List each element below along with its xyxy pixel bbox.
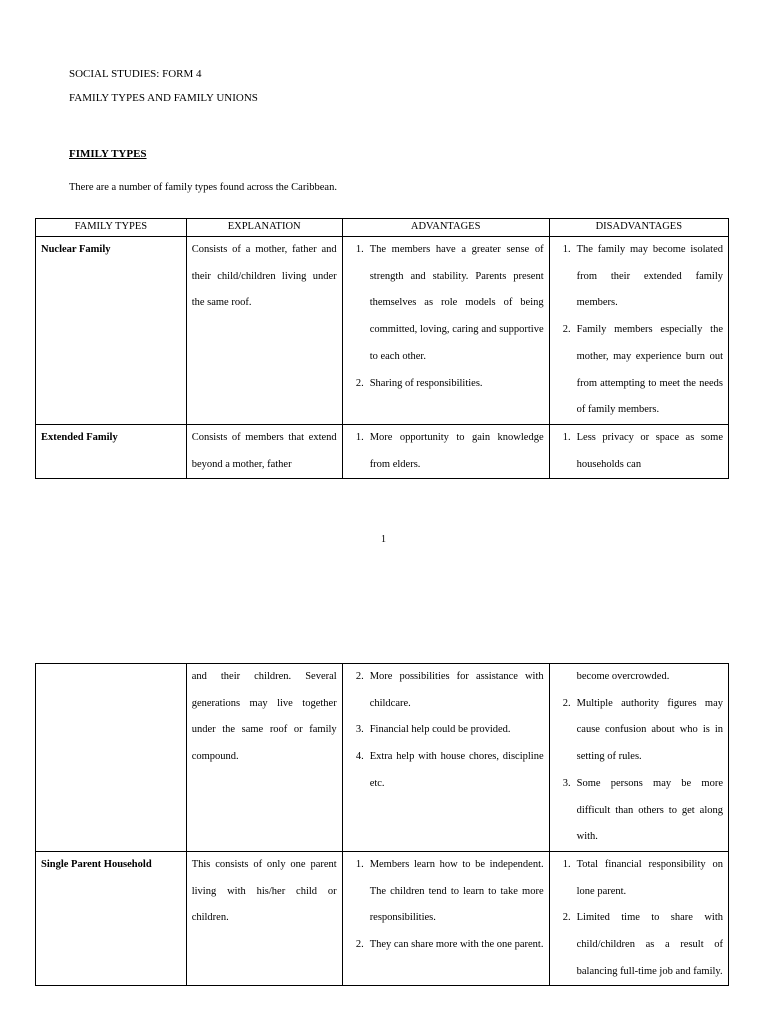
explanation-cell: Consists of members that extend beyond a mother, father [186,424,342,478]
col-header-disadvantages: DISADVANTAGES [549,219,728,237]
disadvantages-cell [549,664,728,852]
list-item: 1. The family may become isolated from their extended family members. [562,244,723,309]
list-item: 4. Extra help with house chores, discipline etc. [355,751,544,789]
family-type-cell [36,664,187,852]
intro-paragraph: There are a number of family types found across the Caribbean. [69,182,337,193]
list-item: 3. Some persons may be more difficult than others to get along with. [562,777,723,843]
table-row [36,851,729,986]
list-item-continued: become overcrowded. [576,671,670,682]
list-item: 1. The members have a greater sense of strength and stability. Parents present themselves as role models of being committed, loving, caring and supportive to each other. [355,244,544,362]
disadvantages-cell [549,851,728,986]
advantages-cell [342,851,549,986]
list-item: 2. More possibilities for assistance with childcare. [355,671,544,709]
table-row [36,664,729,852]
explanation-cell: This consists of only one parent living with his/her child or children. [186,851,342,986]
list-item: 2. They can share more with the one parent. [355,939,544,951]
advantages-cell [342,664,549,852]
list-item: 1. Total financial responsibility on lone parent. [562,858,723,897]
col-header-explanation: EXPLANATION [186,219,342,237]
explanation-cell: and their children. Several generations may live together under the same roof or family compound. [186,664,342,852]
list-item: 2. Sharing of responsibilities. [355,377,483,389]
table-header-row [36,219,729,237]
list-item: 2. Limited time to share with child/children as a result of balancing full-time job and family. [562,912,723,977]
topic-heading: FAMILY TYPES AND FAMILY UNIONS [69,92,258,104]
col-header-advantages: ADVANTAGES [342,219,549,237]
family-type-cell: Single Parent Household [36,851,187,986]
advantages-cell [342,424,549,478]
family-type-cell: Nuclear Family [36,237,187,425]
list-item: 1. Less privacy or space as some households can [562,431,723,470]
table-row [36,424,729,478]
page-number: 1 [381,534,386,545]
explanation-cell: Consists of a mother, father and their child/children living under the same roof. [186,237,342,425]
col-header-family-types: FAMILY TYPES [36,219,187,237]
advantages-cell [342,237,549,425]
list-item: 1. Members learn how to be independent. The children tend to learn to take more responsibilities. [355,858,544,924]
section-title: FIMILY TYPES [69,148,147,160]
family-types-table-page2 [35,663,729,986]
family-types-table-page1 [35,218,729,479]
family-type-cell: Extended Family [36,424,187,478]
subject-heading: SOCIAL STUDIES: FORM 4 [69,68,202,80]
list-item: 3. Financial help could be provided. [355,724,511,736]
list-item: 2. Multiple authority figures may cause confusion about who is in setting of rules. [562,697,723,763]
list-item: 1. More opportunity to gain knowledge from elders. [355,431,544,470]
disadvantages-cell [549,424,728,478]
disadvantages-cell [549,237,728,425]
table-row [36,237,729,425]
list-item: 2. Family members especially the mother, may experience burn out from attempting to meet the needs of family members. [562,324,723,416]
